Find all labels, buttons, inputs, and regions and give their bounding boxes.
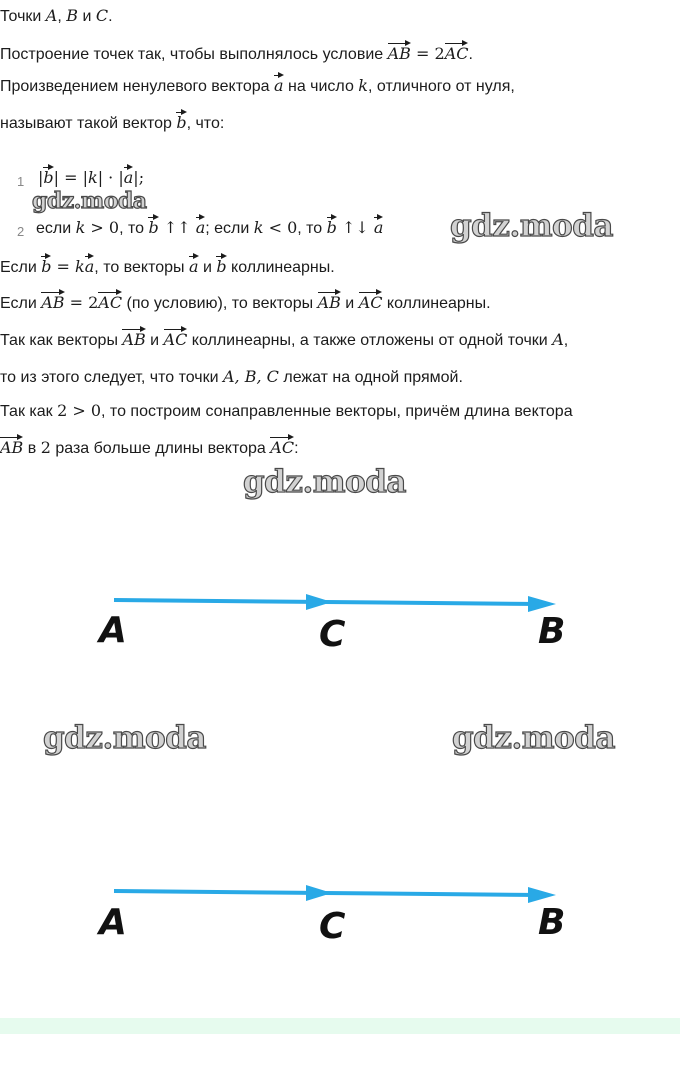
vector-ab: AB (41, 293, 65, 312)
math: > 0 (85, 218, 120, 237)
vector-ac-shaft (114, 600, 325, 602)
math: = 2 (410, 44, 445, 63)
vector-ac: AC (163, 330, 188, 349)
math-k: k (358, 76, 368, 95)
text: Если (0, 259, 42, 276)
vector-ab: AB (317, 293, 341, 312)
vector-a: a (195, 218, 206, 237)
vector-b: b (216, 257, 227, 276)
vector-ab: AB (387, 44, 411, 63)
text: и (145, 332, 164, 349)
math: | (38, 168, 44, 187)
text: и (340, 295, 359, 312)
math-k: k (75, 257, 85, 276)
text: Точки (0, 8, 46, 25)
vector-ac: AC (270, 438, 295, 457)
vector-cb-shaft (325, 602, 540, 604)
vector-b: b (41, 257, 52, 276)
text: называют такой вектор (0, 115, 177, 132)
point-label-b: B (538, 902, 566, 943)
text: Построение точек так, чтобы выполнялось условие (0, 46, 388, 63)
text: . (468, 46, 473, 63)
text: коллинеарны, а также отложены от одной точки (187, 332, 553, 349)
watermark: gdz.moda (43, 720, 206, 756)
text: и (198, 259, 217, 276)
math: = (51, 257, 76, 276)
point-label-c: C (319, 614, 346, 655)
math: 2 (40, 438, 51, 457)
text: , то векторы (94, 259, 189, 276)
vector-a: a (273, 76, 284, 95)
text: коллинеарны. (382, 295, 491, 312)
text: , (563, 332, 569, 349)
text: в (23, 440, 41, 457)
list-number-1: 1 (17, 174, 25, 189)
vector-ac: AC (98, 293, 123, 312)
text: , что: (186, 115, 225, 132)
math-k: k (88, 168, 98, 187)
text: Произведением ненулевого вектора (0, 78, 274, 95)
text: , то (297, 220, 327, 237)
text: и (78, 8, 96, 25)
vector-a: a (123, 168, 134, 187)
vector-a: a (373, 218, 384, 237)
math-points: A, B, C (223, 367, 279, 386)
watermark: gdz.moda (32, 188, 147, 214)
footer-bar (0, 1018, 680, 1034)
text: ; если (205, 220, 254, 237)
math: < 0 (263, 218, 298, 237)
vector-b: b (148, 218, 159, 237)
watermark: gdz.moda (243, 464, 406, 500)
text: , то построим сонаправленные векторы, причём длина вектора (101, 403, 573, 420)
math: = 2 (64, 293, 99, 312)
math: | = | (53, 168, 88, 187)
math: 2 > 0 (57, 401, 102, 420)
math-point: B (66, 6, 79, 25)
list-number-2: 2 (17, 224, 25, 239)
point-label-a: A (99, 902, 127, 943)
vector-b: b (176, 113, 187, 132)
text: (по условию), то векторы (122, 295, 318, 312)
math: | · | (97, 168, 124, 187)
vector-ac-shaft (114, 891, 325, 893)
text: лежат на одной прямой. (278, 369, 463, 386)
point-label-c: C (319, 906, 346, 947)
text: . (108, 8, 113, 25)
text: Так как (0, 403, 58, 420)
point-label-b: B (538, 611, 566, 652)
text: на число (283, 78, 359, 95)
text: то из этого следует, что точки (0, 369, 223, 386)
arrowhead-icon (528, 596, 556, 612)
text: , (57, 8, 67, 25)
vector-b: b (326, 218, 337, 237)
text: коллинеарны. (226, 259, 335, 276)
vector-cb-shaft (325, 893, 540, 895)
text: , то (119, 220, 149, 237)
vector-a: a (188, 257, 199, 276)
diagram-bottom (114, 885, 556, 903)
math-point: A (45, 6, 58, 25)
math-k: k (253, 218, 264, 237)
math-k: k (75, 218, 86, 237)
math: ↑↑ (158, 218, 196, 237)
math-point: C (95, 6, 109, 25)
text: Если (0, 295, 42, 312)
math: ↑↓ (336, 218, 374, 237)
vector-ab: AB (0, 438, 24, 457)
point-label-a: A (99, 610, 127, 651)
diagram-top (114, 594, 556, 612)
text: , отличного от нуля, (368, 78, 515, 95)
text: Так как векторы (0, 332, 123, 349)
vector-ac: AC (444, 44, 469, 63)
vector-ac: AC (358, 293, 383, 312)
arrowhead-icon (528, 887, 556, 903)
vector-a: a (84, 257, 95, 276)
vector-ab: AB (122, 330, 146, 349)
watermark: gdz.moda (452, 720, 615, 756)
math-point: A (552, 330, 564, 349)
text: раза больше длины вектора (50, 440, 271, 457)
watermark: gdz.moda (450, 208, 613, 244)
vector-b: b (43, 168, 54, 187)
text: : (294, 440, 299, 457)
math: |; (133, 168, 145, 187)
text: если (36, 220, 76, 237)
